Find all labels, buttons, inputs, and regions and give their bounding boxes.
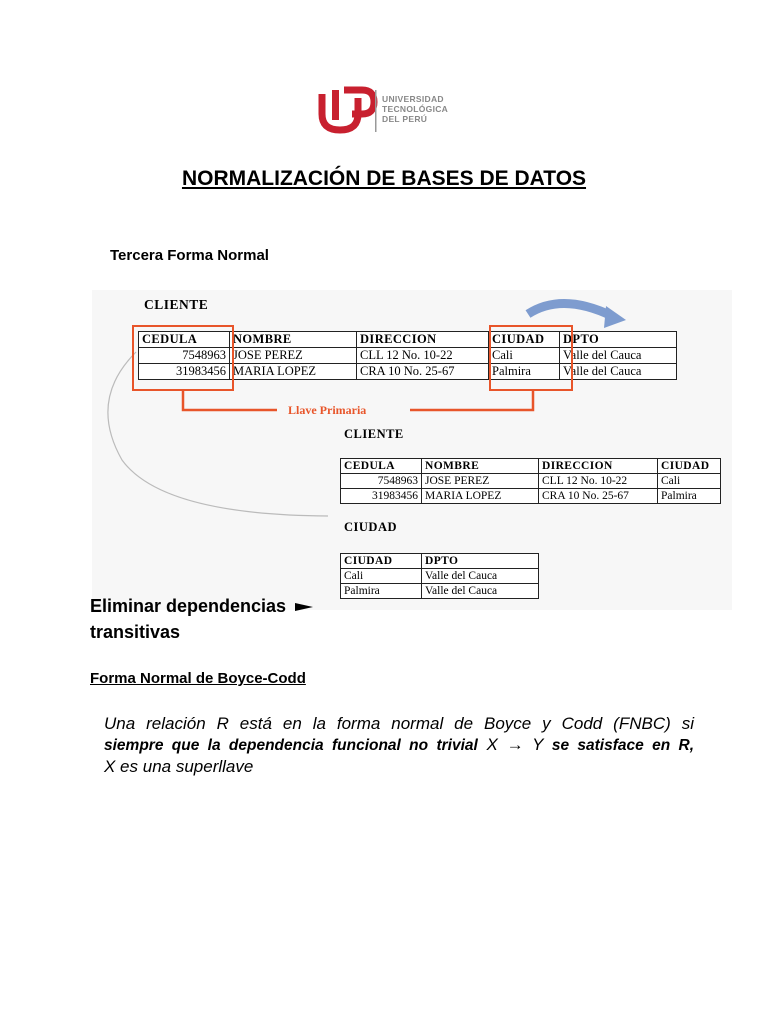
table-cell: Valle del Cauca xyxy=(422,569,539,584)
column-header: CEDULA xyxy=(139,332,230,348)
column-header: NOMBRE xyxy=(230,332,357,348)
primary-key-label: Llave Primaria xyxy=(288,403,367,417)
table-cell: MARIA LOPEZ xyxy=(422,489,539,504)
cliente-label-bottom: CLIENTE xyxy=(344,427,404,441)
key-bracket-left xyxy=(183,390,277,410)
table-cell: Palmira xyxy=(341,584,422,599)
key-bracket-right xyxy=(410,390,533,410)
column-header: CIUDAD xyxy=(489,332,560,348)
table-cell: CRA 10 No. 25-67 xyxy=(539,489,658,504)
column-header: CIUDAD xyxy=(341,554,422,569)
bcnf-heading: Forma Normal de Boyce-Codd xyxy=(90,670,306,687)
move-arrow-icon xyxy=(528,303,612,316)
table-row xyxy=(341,584,539,599)
column-header: DIRECCION xyxy=(357,332,489,348)
ciudad-table xyxy=(340,553,539,599)
move-arrowhead-icon xyxy=(604,306,626,328)
section-heading: Tercera Forma Normal xyxy=(110,247,269,264)
table-cell: Cali xyxy=(341,569,422,584)
logo-university-name: UNIVERSIDAD TECNOLÓGICA DEL PERÚ xyxy=(382,94,449,124)
table-cell: 31983456 xyxy=(139,364,230,380)
utp-logo-mark-icon xyxy=(318,84,378,136)
table-cell: JOSE PEREZ xyxy=(230,348,357,364)
eliminar-line-1: Eliminar dependencias xyxy=(90,596,287,616)
bcnf-line-1: Una relación R está en la forma normal de Boyce y Codd (FNBC) si xyxy=(104,714,694,733)
column-header: CIUDAD xyxy=(658,459,721,474)
page-title: NORMALIZACIÓN DE BASES DE DATOS xyxy=(181,167,587,190)
eliminar-dependencias-text xyxy=(90,593,313,645)
column-header: DIRECCION xyxy=(539,459,658,474)
cliente-table xyxy=(340,458,721,504)
column-header: NOMBRE xyxy=(422,459,539,474)
table-cell: Palmira xyxy=(658,489,721,504)
table-cell: CLL 12 No. 10-22 xyxy=(357,348,489,364)
column-header: DPTO xyxy=(560,332,677,348)
table-row xyxy=(341,569,539,584)
table-cell: Palmira xyxy=(489,364,560,380)
column-header: DPTO xyxy=(422,554,539,569)
cliente-label-top: CLIENTE xyxy=(144,297,209,312)
bcnf-line-3: X es una superllave xyxy=(104,757,254,776)
table-cell: 7548963 xyxy=(341,474,422,489)
eliminar-line-2: transitivas xyxy=(90,622,181,642)
table-cell: CLL 12 No. 10-22 xyxy=(539,474,658,489)
table-cell: 31983456 xyxy=(341,489,422,504)
bcnf-line-2-bold: siempre que la dependencia funcional no trivial xyxy=(104,737,478,754)
table-row xyxy=(341,489,721,504)
table-cell: JOSE PEREZ xyxy=(422,474,539,489)
table-header-row xyxy=(341,554,539,569)
normalization-figure xyxy=(92,290,732,610)
pointer-arrow-icon xyxy=(295,601,313,613)
cedula-highlight-box xyxy=(132,325,234,391)
table-cell: 7548963 xyxy=(139,348,230,364)
bcnf-line-2-bold-end: se satisface en R, xyxy=(551,737,694,754)
column-header: CEDULA xyxy=(341,459,422,474)
table-header-row xyxy=(341,459,721,474)
table-cell: CRA 10 No. 25-67 xyxy=(357,364,489,380)
table-cell: Valle del Cauca xyxy=(422,584,539,599)
ciudad-highlight-box xyxy=(489,325,573,391)
utp-logo xyxy=(318,84,458,136)
bcnf-line-2 xyxy=(104,734,694,756)
table-cell: Cali xyxy=(658,474,721,489)
bcnf-definition xyxy=(104,713,694,777)
table-cell: MARIA LOPEZ xyxy=(230,364,357,380)
table-cell: Valle del Cauca xyxy=(560,348,677,364)
ciudad-label: CIUDAD xyxy=(344,520,397,534)
table-cell: Valle del Cauca xyxy=(560,364,677,380)
table-row xyxy=(341,474,721,489)
bcnf-line-2-formula: X → Y xyxy=(477,735,552,754)
table-cell: Cali xyxy=(489,348,560,364)
